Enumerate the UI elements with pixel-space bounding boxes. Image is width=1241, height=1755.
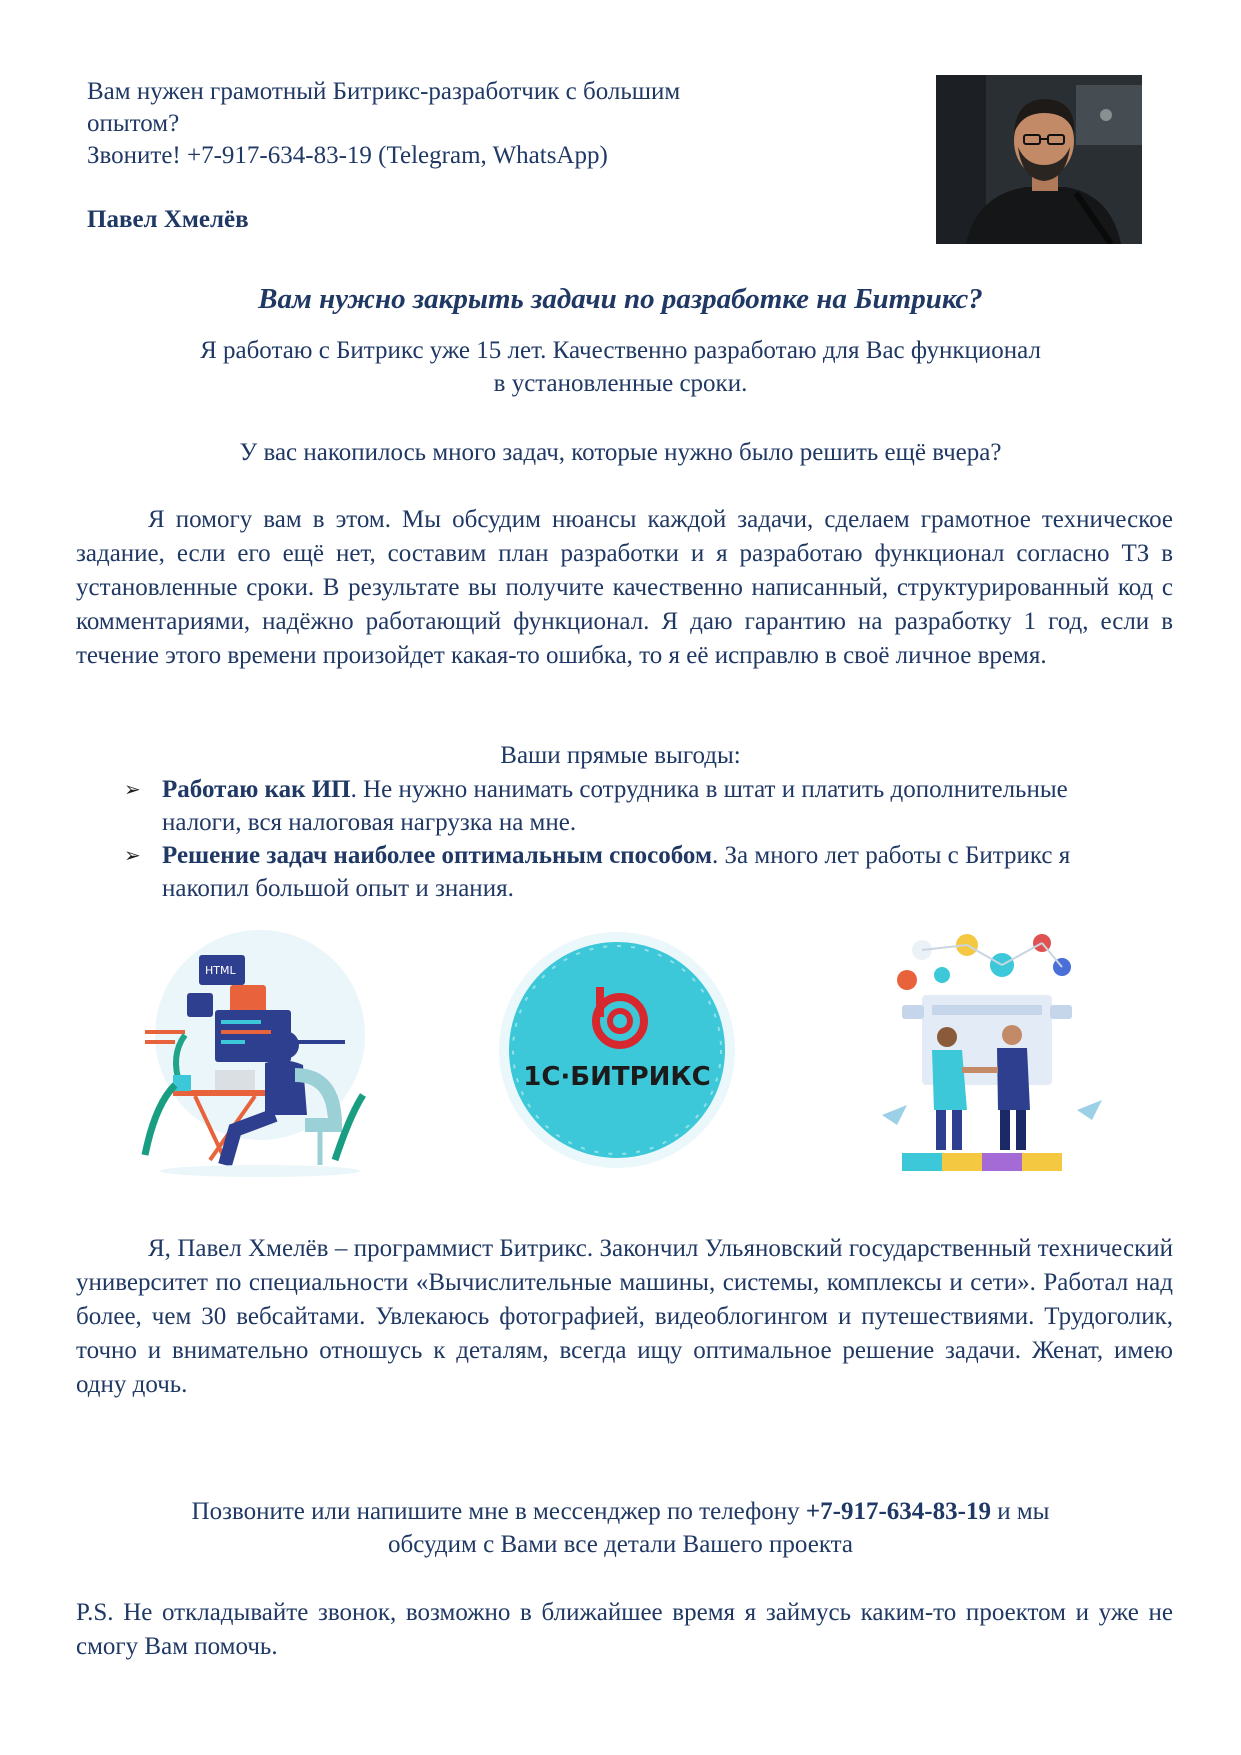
benefits-title: Ваши прямые выгоды: bbox=[500, 742, 741, 769]
benefits-list bbox=[124, 773, 1084, 905]
intro-paragraph bbox=[0, 334, 1241, 400]
benefit-text: . Не нужно нанимать сотрудника в штат и платить дополнительные налоги, вся налоговая нагрузка на мне. bbox=[162, 776, 1068, 836]
intro-line-1: Я работаю с Битрикс уже 15 лет. Качественно разработаю для Вас функционал bbox=[200, 337, 1041, 364]
intro-line-2: в установленные сроки. bbox=[493, 370, 748, 397]
developer-illustration bbox=[135, 925, 375, 1185]
help-paragraph: Я помогу вам в этом. Мы обсудим нюансы каждой задачи, сделаем грамотное техническое задание, если его ещё нет, составим план разработки и я разработаю функционал согласно ТЗ в установленные сроки. В результате вы получите качественно написанный, структурированный код с комментариями, надёжно работающий функционал. Я даю гарантию на разработку 1 год, если в течение этого времени произойдет какая-то ошибка, то я её исправлю в своё личное время. bbox=[76, 506, 1173, 669]
developer-at-desk-icon bbox=[135, 925, 375, 1185]
main-heading: Вам нужно закрыть задачи по разработке на Битрикс? bbox=[258, 283, 983, 315]
cta-text-before: Позвоните или напишите мне в мессенджер по телефону bbox=[191, 1498, 806, 1525]
business-handshake-icon bbox=[862, 925, 1112, 1185]
author-photo bbox=[936, 75, 1142, 244]
benefit-item bbox=[124, 839, 1084, 905]
question-line: У вас накопилось много задач, которые нужно было решить ещё вчера? bbox=[239, 439, 1002, 466]
benefit-bold: Решение задач наиболее оптимальным способом bbox=[162, 842, 712, 869]
bitrix-logo-text: 1С·БИТРИКС bbox=[523, 1062, 711, 1092]
arrow-bullet-icon: ➢ bbox=[124, 843, 141, 867]
header-line-2: опытом? bbox=[87, 110, 180, 137]
cta-phone-number[interactable]: +7-917-634-83-19 bbox=[805, 1498, 991, 1525]
html-label: HTML bbox=[205, 964, 236, 977]
about-paragraph: Я, Павел Хмелёв – программист Битрикс. Закончил Ульяновский государственный технический университет по специальности «Вычислительные машины, системы, комплексы и сети». Работал над более, чем 30 вебсайтами. Увлекаюсь фотографией, видеоблогингом и путешествиями. Трудоголик, точно и внимательно отношусь к деталям, всегда ищу оптимальное решение задачи. Женат, имею одну дочь. bbox=[76, 1235, 1173, 1398]
bitrix-logo-illustration bbox=[492, 925, 742, 1185]
1c-bitrix-logo-icon bbox=[492, 925, 742, 1175]
author-name: Павел Хмелёв bbox=[87, 206, 249, 233]
benefit-bold: Работаю как ИП bbox=[162, 776, 351, 803]
header-phone-line: Звоните! +7-917-634-83-19 (Telegram, WhatsApp) bbox=[87, 142, 608, 169]
ps-paragraph: P.S. Не откладывайте звонок, возможно в ближайшее время я займусь каким-то проектом и уже не смогу Вам помочь. bbox=[76, 1599, 1173, 1660]
header-contact-block bbox=[87, 76, 847, 236]
arrow-bullet-icon: ➢ bbox=[124, 777, 141, 801]
author-photo-illustration bbox=[936, 75, 1142, 244]
benefit-item bbox=[124, 773, 1084, 839]
call-to-action bbox=[0, 1495, 1241, 1561]
benefit-text: . За много лет работы с Битрикс я накопил большой опыт и знания. bbox=[162, 842, 1071, 902]
header-line-1: Вам нужен грамотный Битрикс-разработчик с большим bbox=[87, 78, 681, 105]
cta-text-after: и мы bbox=[990, 1498, 1050, 1525]
handshake-illustration bbox=[862, 925, 1112, 1185]
cta-line-2: обсудим с Вами все детали Вашего проекта bbox=[388, 1531, 853, 1558]
